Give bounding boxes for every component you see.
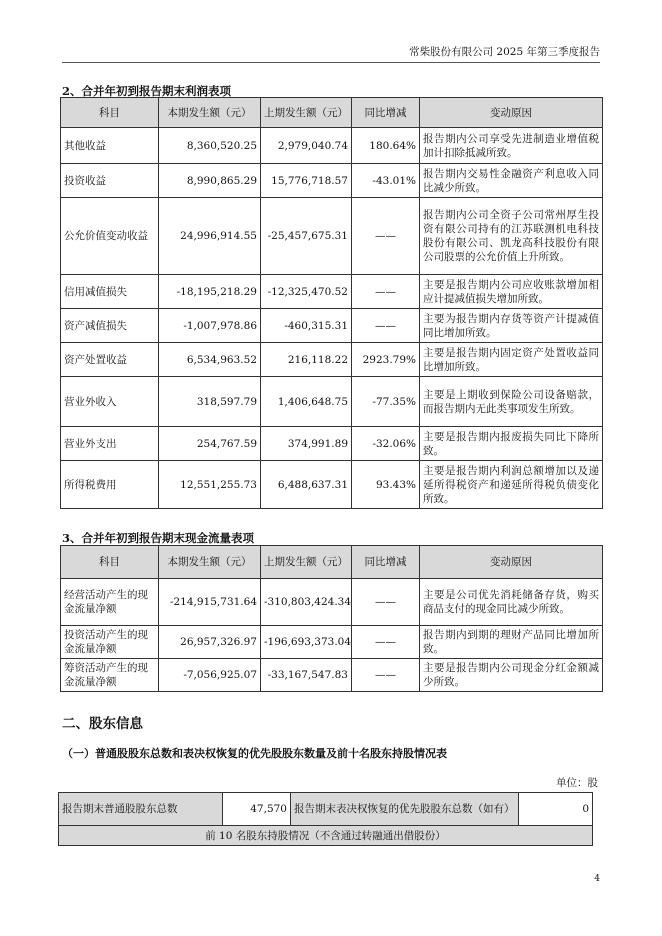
header-divider (62, 62, 600, 63)
col-header-previous: 上期发生额（元） (261, 98, 352, 128)
item-cell: 公允价值变动收益 (61, 198, 159, 275)
previous-cell: 1,406,648.75 (261, 377, 352, 427)
current-cell: 6,534,963.52 (159, 343, 261, 377)
previous-cell: 216,118.22 (261, 343, 352, 377)
change-cell: -32.06% (352, 427, 420, 461)
cashflow-header-row (61, 546, 603, 579)
change-cell: —— (352, 659, 420, 692)
table-row (61, 343, 603, 377)
current-cell: 24,996,914.55 (159, 198, 261, 275)
change-cell: 180.64% (352, 128, 420, 164)
reason-cell: 报告期内公司享受先进制造业增值税加计扣除抵减所致。 (420, 128, 603, 164)
profit-table (60, 97, 603, 509)
reason-cell: 主要是报告期内公司现金分红金额减少所致。 (420, 659, 603, 692)
col-header-change: 同比增减 (352, 546, 420, 579)
previous-cell: -310,803,424.34 (261, 579, 352, 626)
current-cell: -18,195,218.29 (159, 275, 261, 309)
col-header-change: 同比增减 (352, 98, 420, 128)
shareholder-table (58, 792, 593, 846)
total-shareholders-label: 报告期末普通股股东总数 (59, 793, 223, 826)
change-cell: -77.35% (352, 377, 420, 427)
reason-cell: 主要是上期收到保险公司设备赔款，而报告期内无此类事项发生所致。 (420, 377, 603, 427)
table-row (61, 128, 603, 164)
previous-cell: -12,325,470.52 (261, 275, 352, 309)
previous-cell: -460,315.31 (261, 309, 352, 343)
reason-cell: 报告期内到期的理财产品同比增加所致。 (420, 626, 603, 659)
item-cell: 资产处置收益 (61, 343, 159, 377)
previous-cell: 374,991.89 (261, 427, 352, 461)
reason-cell: 报告期内公司全资子公司常州厚生投资有限公司持有的江苏联测机电科技股份有限公司、凯龙高科技股份有限公司股票的公允价值上升所致。 (420, 198, 603, 275)
cashflow-section-title: 3、合并年初到报告期末现金流量表项 (62, 531, 254, 545)
table-row (61, 309, 603, 343)
current-cell: 254,767.59 (159, 427, 261, 461)
reason-cell: 主要是报告期内报废损失同比下降所致。 (420, 427, 603, 461)
current-cell: -7,056,925.07 (159, 659, 261, 692)
item-cell: 信用减值损失 (61, 275, 159, 309)
reason-cell: 主要是报告期内固定资产处置收益同比增加所致。 (420, 343, 603, 377)
table-row (59, 793, 593, 826)
change-cell: -43.01% (352, 164, 420, 198)
item-cell: 所得税费用 (61, 461, 159, 509)
table-row (61, 377, 603, 427)
previous-cell: 2,979,040.74 (261, 128, 352, 164)
reason-cell: 主要是报告期内利润总额增加以及递延所得税资产和递延所得税负债变化所致。 (420, 461, 603, 509)
shareholder-subsection-title: （一）普通股股东总数和表决权恢复的优先股股东数量及前十名股东持股情况表 (62, 747, 447, 760)
col-header-reason: 变动原因 (420, 98, 603, 128)
table-row (61, 659, 603, 692)
table-row (61, 164, 603, 198)
table-row (61, 427, 603, 461)
previous-cell: 15,776,718.57 (261, 164, 352, 198)
col-header-current: 本期发生额（元） (159, 98, 261, 128)
top10-header: 前 10 名股东持股情况（不含通过转融通出借股份） (59, 826, 593, 846)
current-cell: 8,990,865.29 (159, 164, 261, 198)
profit-header-row (61, 98, 603, 128)
item-cell: 其他收益 (61, 128, 159, 164)
table-row (61, 461, 603, 509)
previous-cell: 6,488,637.31 (261, 461, 352, 509)
profit-section-title: 2、合并年初到报告期末利润表项 (62, 84, 231, 98)
col-header-item: 科目 (61, 98, 159, 128)
preferred-shareholders-label: 报告期末表决权恢复的优先股股东总数（如有） (291, 793, 519, 826)
col-header-reason: 变动原因 (420, 546, 603, 579)
previous-cell: -196,693,373.04 (261, 626, 352, 659)
item-cell: 经营活动产生的现金流量净额 (61, 579, 159, 626)
cashflow-table (60, 545, 603, 692)
change-cell: —— (352, 275, 420, 309)
preferred-shareholders-value: 0 (519, 793, 593, 826)
item-cell: 筹资活动产生的现金流量净额 (61, 659, 159, 692)
item-cell: 投资收益 (61, 164, 159, 198)
change-cell: 2923.79% (352, 343, 420, 377)
item-cell: 营业外支出 (61, 427, 159, 461)
table-row (61, 626, 603, 659)
table-row (61, 198, 603, 275)
current-cell: 8,360,520.25 (159, 128, 261, 164)
reason-cell: 主要为报告期内存货等资产计提减值同比增加所致。 (420, 309, 603, 343)
reason-cell: 报告期内交易性金融资产利息收入同比减少所致。 (420, 164, 603, 198)
unit-label: 单位：股 (556, 777, 598, 789)
change-cell: 93.43% (352, 461, 420, 509)
current-cell: 318,597.79 (159, 377, 261, 427)
reason-cell: 主要是报告期内公司应收账款增加相应计提减值损失增加所致。 (420, 275, 603, 309)
col-header-previous: 上期发生额（元） (261, 546, 352, 579)
page-number: 4 (594, 874, 600, 884)
col-header-item: 科目 (61, 546, 159, 579)
total-shareholders-value: 47,570 (223, 793, 291, 826)
item-cell: 投资活动产生的现金流量净额 (61, 626, 159, 659)
previous-cell: -33,167,547.83 (261, 659, 352, 692)
previous-cell: -25,457,675.31 (261, 198, 352, 275)
current-cell: -214,915,731.64 (159, 579, 261, 626)
current-cell: 26,957,326.97 (159, 626, 261, 659)
report-header: 常柴股份有限公司 2025 年第三季度报告 (409, 46, 600, 58)
table-row (59, 826, 593, 846)
change-cell: —— (352, 198, 420, 275)
item-cell: 资产减值损失 (61, 309, 159, 343)
col-header-current: 本期发生额（元） (159, 546, 261, 579)
reason-cell: 主要是公司优先消耗储备存货，购买商品支付的现金同比减少所致。 (420, 579, 603, 626)
change-cell: —— (352, 626, 420, 659)
table-row (61, 275, 603, 309)
change-cell: —— (352, 309, 420, 343)
current-cell: -1,007,978.86 (159, 309, 261, 343)
change-cell: —— (352, 579, 420, 626)
shareholder-section-title: 二、股东信息 (62, 716, 143, 732)
item-cell: 营业外收入 (61, 377, 159, 427)
current-cell: 12,551,255.73 (159, 461, 261, 509)
table-row (61, 579, 603, 626)
